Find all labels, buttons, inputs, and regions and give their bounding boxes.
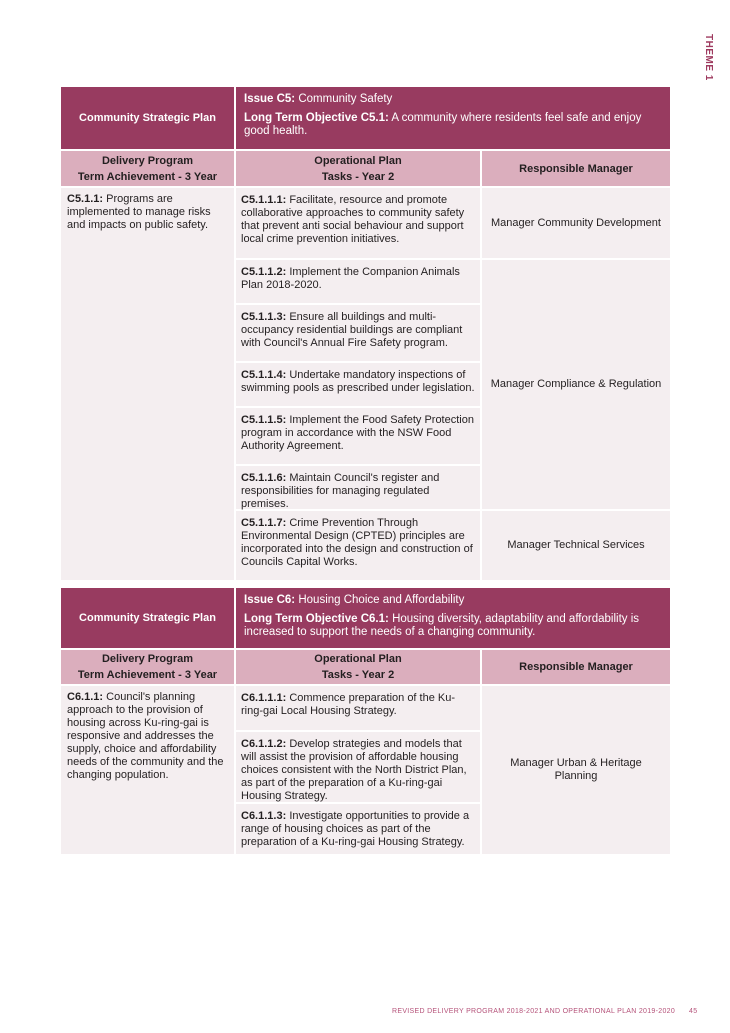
task-code: C6.1.1.2: — [241, 738, 287, 750]
objective-text: A community where residents feel safe and enjoy good health. — [244, 112, 642, 137]
issue-title: Community Safety — [298, 93, 393, 105]
task-item — [236, 686, 480, 730]
task-text: Crime Prevention Through Environmental Design (CPTED) principles are incorporated into the design and construction of Councils Capital Works. — [241, 517, 473, 568]
task-code: C5.1.1.2: — [241, 266, 287, 278]
task-item — [236, 363, 480, 406]
col-tasks-year: Tasks - Year 2 — [321, 170, 395, 183]
achievement-text: Programs are implemented to manage risks and impacts on public safety. — [67, 193, 211, 231]
col-term-achievement: Term Achievement - 3 Year — [77, 669, 218, 681]
task-code: C6.1.1.3: — [241, 810, 287, 822]
section-body — [61, 188, 670, 580]
task-text: Investigate opportunities to provide a range of housing choices as part of the preparation of a Ku-ring-gai Housing Strategy. — [241, 810, 470, 848]
objective-text: Housing diversity, adaptability and affordability is increased to support the needs of a changing community. — [244, 613, 640, 638]
col-operational-plan: Operational Plan — [314, 653, 402, 665]
task-code: C6.1.1.1: — [241, 692, 287, 704]
task-item — [236, 188, 480, 258]
section-body — [61, 686, 670, 854]
manager-cell: Manager Community Development — [482, 188, 670, 258]
managers-column — [482, 188, 670, 580]
task-code: C5.1.1.6: — [241, 472, 287, 484]
page-footer — [392, 1008, 697, 1015]
task-text: Commence preparation of the Ku-ring-gai Local Housing Strategy. — [241, 692, 456, 717]
issue-title: Housing Choice and Affordability — [298, 594, 465, 606]
task-text: Maintain Council's register and responsibilities for managing regulated premises. — [241, 472, 440, 510]
achievement-code: C5.1.1: — [67, 193, 104, 205]
strategic-plan-label: Community Strategic Plan — [79, 611, 216, 624]
column-headers — [61, 151, 670, 186]
manager-cell: Manager Technical Services — [482, 511, 670, 580]
column-headers — [61, 650, 670, 684]
task-code: C5.1.1.7: — [241, 517, 287, 529]
section-header — [61, 588, 670, 648]
manager-cell: Manager Urban & Heritage Planning — [482, 686, 670, 854]
issue-code: Issue C5: — [244, 93, 296, 105]
theme-tab: THEME 1 — [703, 34, 714, 81]
task-text: Facilitate, resource and promote collaborative approaches to community safety that prevent anti social behaviour and support local crime prevention initiatives. — [241, 194, 465, 245]
achievement-code: C6.1.1: — [67, 691, 104, 703]
term-achievement — [61, 686, 234, 854]
task-item — [236, 804, 480, 854]
section-housing — [61, 588, 670, 854]
task-item — [236, 732, 480, 802]
task-item — [236, 466, 480, 509]
objective-code: Long Term Objective C6.1: — [244, 613, 389, 625]
col-term-achievement: Term Achievement - 3 Year — [77, 170, 218, 183]
issue-code: Issue C6: — [244, 594, 296, 606]
task-text: Ensure all buildings and multi-occupancy residential buildings are compliant with Council's Annual Fire Safety program. — [241, 311, 463, 349]
col-responsible-manager: Responsible Manager — [519, 162, 633, 175]
tasks-column — [236, 686, 480, 854]
managers-column — [482, 686, 670, 854]
col-operational-plan: Operational Plan — [314, 154, 402, 167]
task-item — [236, 511, 480, 580]
strategic-plan-label: Community Strategic Plan — [79, 111, 216, 124]
task-text: Implement the Food Safety Protection program in accordance with the NSW Food Authority Agreement. — [241, 414, 474, 452]
task-text: Implement the Companion Animals Plan 2018-2020. — [241, 266, 460, 291]
footer-title: REVISED DELIVERY PROGRAM 2018-2021 AND OPERATIONAL PLAN 2019-2020 — [392, 1008, 676, 1015]
tasks-column — [236, 188, 480, 580]
col-responsible-manager: Responsible Manager — [519, 661, 633, 673]
task-code: C5.1.1.5: — [241, 414, 287, 426]
manager-cell: Manager Compliance & Regulation — [482, 260, 670, 509]
task-item — [236, 260, 480, 303]
task-text: Develop strategies and models that will assist the provision of affordable housing choices consistent with the North District Plan, as part of the preparation of a Ku-ring-gai Housing Strategy. — [241, 738, 467, 802]
col-tasks-year: Tasks - Year 2 — [321, 669, 395, 681]
col-delivery-program: Delivery Program — [101, 653, 194, 665]
term-achievement — [61, 188, 234, 580]
issue-block — [234, 87, 670, 149]
task-code: C5.1.1.4: — [241, 369, 287, 381]
achievement-text: Council's planning approach to the provision of housing across Ku-ring-gai is responsive and addresses the supply, choice and affordability needs of the community and the changing population. — [67, 691, 224, 781]
task-item — [236, 408, 480, 464]
task-text: Undertake mandatory inspections of swimming pools as prescribed under legislation. — [241, 369, 475, 394]
task-code: C5.1.1.3: — [241, 311, 287, 323]
task-code: C5.1.1.1: — [241, 194, 287, 206]
task-item — [236, 305, 480, 361]
section-header — [61, 87, 670, 149]
issue-block — [234, 588, 670, 648]
section-community-safety — [61, 87, 670, 580]
page-number: 45 — [689, 1008, 698, 1015]
col-delivery-program: Delivery Program — [101, 154, 194, 167]
objective-code: Long Term Objective C5.1: — [244, 112, 389, 124]
